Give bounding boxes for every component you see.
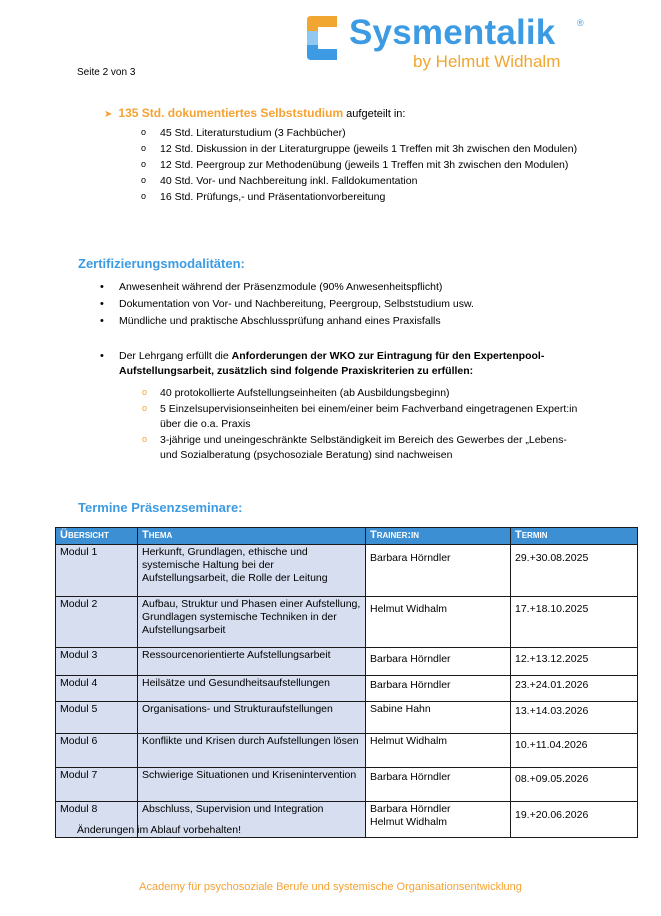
thema-cell: Organisations- und Strukturaufstellungen [138, 702, 366, 734]
list-item: • Dokumentation von Vor- und Nachbereitung, Peergroup, Selbststudium usw. [119, 297, 579, 312]
wko-text: Der Lehrgang erfüllt die [119, 350, 232, 362]
table-row [56, 676, 638, 702]
termin-cell: 08.+09.05.2026 [511, 768, 638, 802]
list-item: • Anwesenheit während der Präsenzmodule (90% Anwesenheitspflicht) [119, 280, 579, 295]
trainer-name: Helmut Widhalm [370, 816, 448, 828]
trainer-cell: Barbara Hörndler [366, 676, 511, 702]
thema-cell: Ressourcenorientierte Aufstellungsarbeit [138, 648, 366, 676]
list-item: • Mündliche und praktische Abschlussprüfung anhand eines Praxisfalls [119, 314, 579, 329]
modul-cell: Modul 1 [56, 545, 138, 597]
list-item: o 12 Std. Diskussion in der Literaturgruppe (jeweils 1 Treffen mit 3h zwischen den Modulen) [160, 142, 580, 157]
modul-cell: Modul 4 [56, 676, 138, 702]
termin-cell: 19.+20.06.2026 [511, 802, 638, 838]
trainer-cell: Helmut Widhalm [366, 734, 511, 768]
termin-cell: 17.+18.10.2025 [511, 597, 638, 648]
table-row [56, 597, 638, 648]
table-row [56, 734, 638, 768]
termin-cell: 13.+14.03.2026 [511, 702, 638, 734]
column-header: Übersicht [56, 528, 138, 545]
logo [303, 12, 593, 74]
thema-cell: Schwierige Situationen und Krisenintervention [138, 768, 366, 802]
trainer-cell: Helmut Widhalm [366, 597, 511, 648]
self-study-list [160, 126, 580, 206]
column-header: Trainer:in [366, 528, 511, 545]
modul-cell: Modul 6 [56, 734, 138, 768]
termin-cell: 23.+24.01.2026 [511, 676, 638, 702]
table-row [56, 545, 638, 597]
table-row [56, 648, 638, 676]
schedule-table [55, 527, 638, 838]
list-item [119, 349, 579, 379]
self-study-highlight: 135 Std. dokumentiertes Selbststudium [118, 106, 344, 120]
list-item: o 40 Std. Vor- und Nachbereitung inkl. Falldokumentation [160, 174, 580, 189]
trainer-cell: Barbara Hörndler [366, 545, 511, 597]
trainer-name: Barbara Hörndler [370, 803, 451, 815]
column-header: Termin [511, 528, 638, 545]
list-item: o 40 protokollierte Aufstellungseinheiten (ab Ausbildungsbeginn) [160, 386, 580, 401]
wko-requirement [119, 349, 579, 381]
modul-cell: Modul 5 [56, 702, 138, 734]
registered-mark: ® [577, 18, 584, 28]
list-item: o 5 Einzelsupervisionseinheiten bei einem/einer beim Fachverband eingetragenen Expert:in über die o.a. Praxis [160, 402, 580, 432]
thema-cell: Heilsätze und Gesundheitsaufstellungen [138, 676, 366, 702]
list-item: o 12 Std. Peergroup zur Methodenübung (jeweils 1 Treffen mit 3h zwischen den Modulen) [160, 158, 580, 173]
modul-cell: Modul 2 [56, 597, 138, 648]
modul-cell: Modul 8 [56, 802, 138, 838]
list-item: o 16 Std. Prüfungs,- und Präsentationvorbereitung [160, 190, 580, 205]
table-header-row [56, 528, 638, 545]
thema-cell: Herkunft, Grundlagen, ethische und systemische Haltung bei der Aufstellungsarbeit, die Rolle der Leitung [138, 545, 366, 597]
thema-cell: Abschluss, Supervision und Integration [138, 802, 366, 838]
thema-cell: Aufbau, Struktur und Phasen einer Aufstellung, Grundlagen systemische Techniken in der Aufstellungsarbeit [138, 597, 366, 648]
trainer-cell: Barbara Hörndler [366, 648, 511, 676]
change-note: Änderungen im Ablauf vorbehalten! [77, 824, 242, 836]
logo-mark-icon [303, 14, 343, 62]
column-header: Thema [138, 528, 366, 545]
table-row [56, 768, 638, 802]
termin-cell: 12.+13.12.2025 [511, 648, 638, 676]
wko-criteria-list [160, 386, 580, 464]
list-item: o 3-jährige und uneingeschränkte Selbständigkeit im Bereich des Gewerbes der „Lebens- und Sozialberatung (psychosoziale Beratung) sind nachweisen [160, 433, 580, 463]
certification-title: Zertifizierungsmodalitäten: [78, 256, 245, 271]
trainer-cell: Barbara Hörndler [366, 768, 511, 802]
termin-cell: 10.+11.04.2026 [511, 734, 638, 768]
brand-byline: by Helmut Widhalm [413, 52, 561, 71]
termin-cell: 29.+30.08.2025 [511, 545, 638, 597]
self-study-rest: aufgeteilt in: [343, 108, 406, 120]
trainer-cell [366, 802, 511, 838]
certification-list [119, 280, 579, 331]
thema-cell: Konflikte und Krisen durch Aufstellungen lösen [138, 734, 366, 768]
schedule-title: Termine Präsenzseminare: [78, 500, 243, 515]
trainer-cell: Sabine Hahn [366, 702, 511, 734]
page-number: Seite 2 von 3 [77, 67, 136, 78]
footer-text: Academy für psychosoziale Berufe und systemische Organisationsentwicklung [139, 881, 522, 893]
self-study-heading [104, 106, 405, 120]
brand-name: Sysmentalik [349, 13, 556, 52]
list-item: o 45 Std. Literaturstudium (3 Fachbücher) [160, 126, 580, 141]
table-row [56, 702, 638, 734]
arrow-bullet-icon: ➤ [104, 109, 113, 120]
wko-text-bold: Anforderungen der WKO zur Eintragung für den Expertenpool-Aufstellungsarbeit, zusätzlich sind folgende Praxiskriterien zu erfüllen: [119, 350, 545, 377]
modul-cell: Modul 3 [56, 648, 138, 676]
modul-cell: Modul 7 [56, 768, 138, 802]
